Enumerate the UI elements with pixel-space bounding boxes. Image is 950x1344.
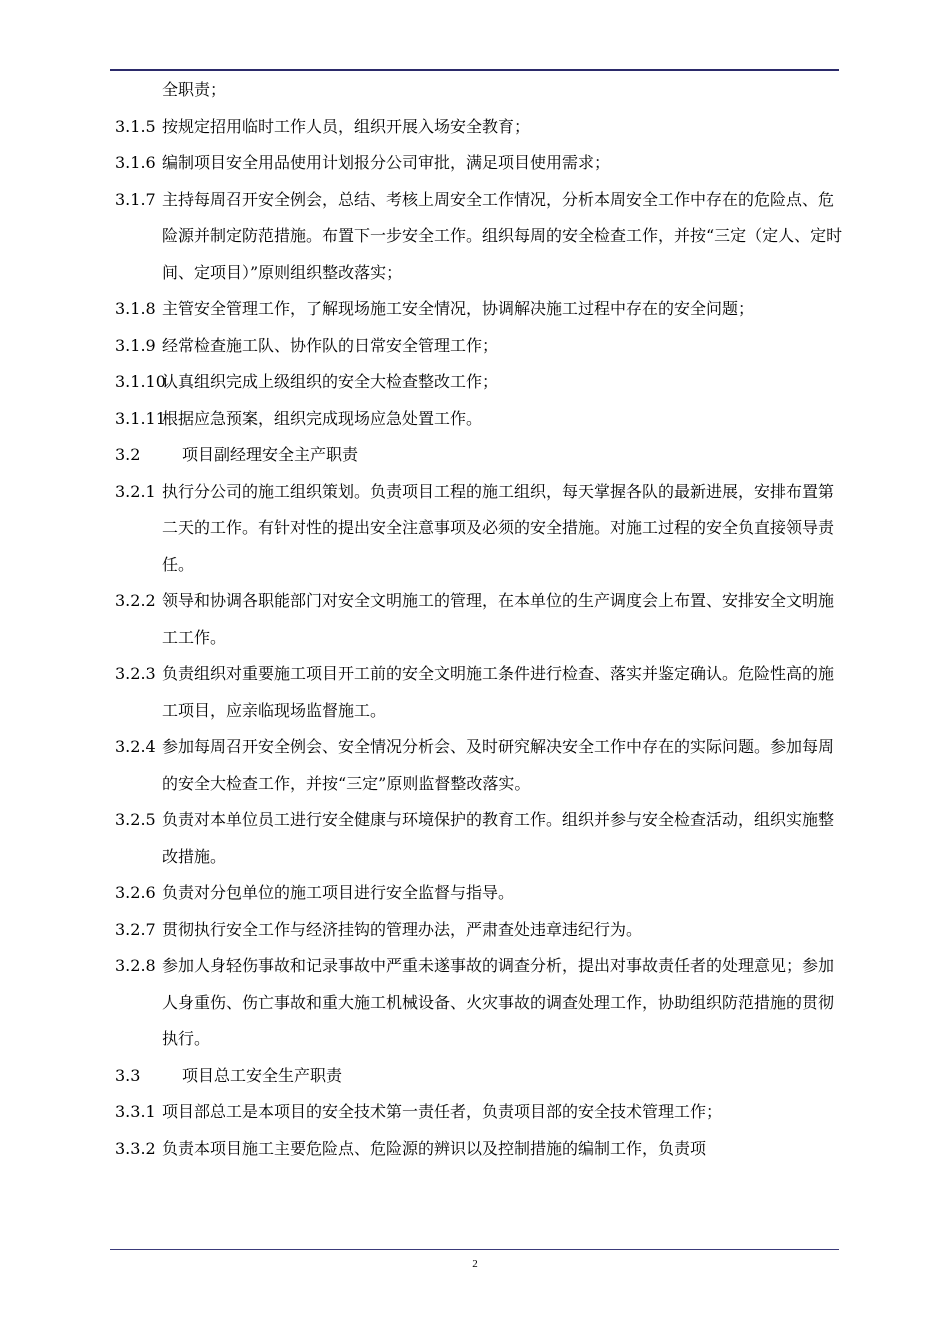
paragraph (115, 875, 843, 912)
paragraph-text: 负责组织对重要施工项目开工前的安全文明施工条件进行检查、落实并鉴定确认。危险性高的施工项目，应亲临现场监督施工。 (162, 664, 835, 720)
paragraph-text: 主持每周召开安全例会，总结、考核上周安全工作情况，分析本周安全工作中存在的危险点、危险源并制定防范措施。布置下一步安全工作。组织每周的安全检查工作，并按“三定（定人、定时间、定项目）”原则组织整改落实； (162, 189, 843, 282)
paragraph-text: 编制项目安全用品使用计划报分公司审批，满足项目使用需求； (162, 153, 611, 172)
paragraph-text: 项目部总工是本项目的安全技术第一责任者，负责项目部的安全技术管理工作； (162, 1102, 723, 1121)
paragraph (115, 948, 843, 1058)
paragraph (115, 474, 843, 584)
clause-number: 3.2.7 (115, 919, 156, 939)
paragraph-text: 经常检查施工队、协作队的日常安全管理工作； (162, 335, 499, 355)
clause-number: 3.2.1 (115, 481, 156, 501)
paragraph-text: 主管安全管理工作，了解现场施工安全情况，协调解决施工过程中存在的安全问题； (162, 299, 755, 318)
clause-number: 3.1.10 (115, 372, 166, 391)
clause-number: 3.2.8 (115, 956, 156, 975)
paragraph-text: 参加人身轻伤事故和记录事故中严重未遂事故的调查分析，提出对事故责任者的处理意见；参加人身重伤、伤亡事故和重大施工机械设备、火灾事故的调查处理工作，协助组织防范措施的贯彻执行。 (162, 956, 835, 1048)
section-number: 3.2 (115, 445, 141, 464)
paragraph (115, 182, 843, 292)
paragraph-text: 全职责； (162, 80, 227, 99)
paragraph (115, 583, 843, 656)
clause-number: 3.2.2 (115, 591, 156, 610)
clause-number: 3.1.9 (115, 335, 156, 355)
paragraph-text: 参加每周召开安全例会、安全情况分析会、及时研究解决安全工作中存在的实际问题。参加每周的安全大检查工作，并按“三定”原则监督整改落实。 (162, 737, 835, 793)
clause-number: 3.2.6 (115, 883, 156, 902)
document-body (115, 72, 843, 1167)
paragraph-text: 负责对本单位员工进行安全健康与环境保护的教育工作。组织并参与安全检查活动，组织实施整改措施。 (162, 810, 835, 866)
paragraph-text: 认真组织完成上级组织的安全大检查整改工作； (162, 372, 499, 391)
paragraph (115, 291, 843, 328)
footer-rule (110, 1249, 839, 1250)
clause-number: 3.2.4 (115, 737, 156, 756)
paragraph (115, 912, 843, 949)
paragraph-text: 执行分公司的施工组织策划。负责项目工程的施工组织，每天掌握各队的最新进展，安排布置第二天的工作。有针对性的提出安全注意事项及必须的安全措施。对施工过程的安全负直接领导责任。 (162, 481, 835, 574)
section-heading (115, 1058, 843, 1095)
clause-number: 3.1.5 (115, 116, 156, 136)
clause-number: 3.1.6 (115, 153, 156, 172)
paragraph-text: 负责对分包单位的施工项目进行安全监督与指导。 (162, 883, 515, 902)
section-number: 3.3 (115, 1065, 141, 1085)
clause-number: 3.2.3 (115, 664, 156, 683)
paragraph (115, 656, 843, 729)
section-heading (115, 437, 843, 474)
clause-number: 3.1.7 (115, 189, 156, 209)
paragraph-text: 按规定招用临时工作人员，组织开展入场安全教育； (162, 116, 531, 136)
section-title: 项目副经理安全主产职责 (182, 445, 359, 464)
section-title: 项目总工安全生产职责 (182, 1065, 343, 1085)
paragraph-text: 领导和协调各职能部门对安全文明施工的管理，在本单位的生产调度会上布置、安排安全文明施工工作。 (162, 591, 835, 647)
clause-number: 3.1.11 (115, 408, 166, 428)
paragraph (115, 401, 843, 438)
paragraph-text: 贯彻执行安全工作与经济挂钩的管理办法，严肃查处违章违纪行为。 (162, 919, 643, 939)
clause-number: 3.3.2 (115, 1138, 156, 1158)
paragraph (115, 145, 843, 182)
paragraph-text: 负责本项目施工主要危险点、危险源的辨识以及控制措施的编制工作，负责项 (162, 1138, 707, 1158)
clause-number: 3.2.5 (115, 810, 156, 829)
paragraph (115, 1131, 843, 1168)
clause-number: 3.3.1 (115, 1102, 156, 1121)
paragraph (115, 1094, 843, 1131)
clause-number: 3.1.8 (115, 299, 156, 318)
header-rule (110, 69, 839, 71)
paragraph-text: 根据应急预案，组织完成现场应急处置工作。 (162, 408, 483, 428)
paragraph (115, 109, 843, 146)
paragraph (115, 802, 843, 875)
paragraph (115, 72, 843, 109)
paragraph (115, 364, 843, 401)
paragraph (115, 328, 843, 365)
paragraph (115, 729, 843, 802)
page-number: 2 (472, 1258, 478, 1270)
